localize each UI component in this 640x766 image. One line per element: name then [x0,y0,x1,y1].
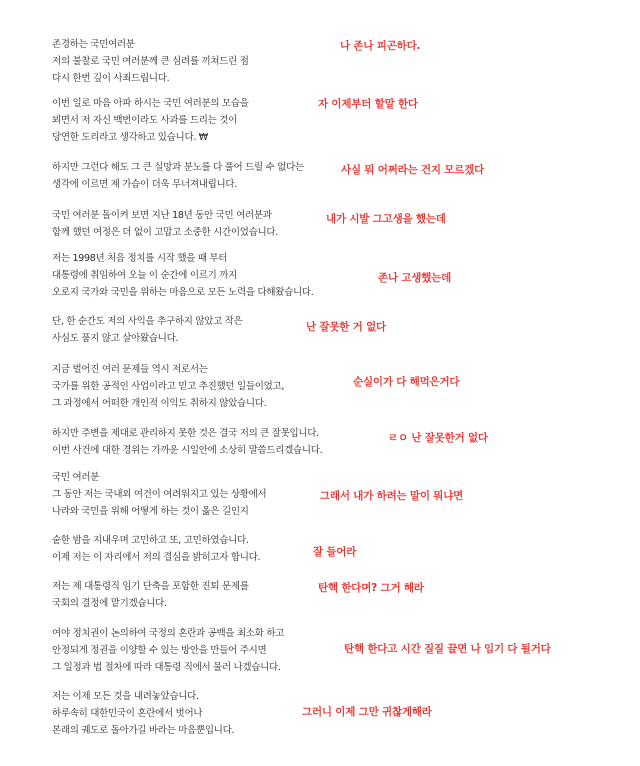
text-line: 국민 여러분 돌이켜 보면 지난 18년 동안 국민 여러분과 [52,210,272,221]
red-annotation: 내가 시발 그고생을 했는데 [326,213,446,225]
red-annotation: 탄핵 한다며? 그거 해라 [318,582,424,594]
text-line: 저는 1998년 처음 정치를 시작 했을 때 부터 [52,253,228,264]
text-line: 단, 한 순간도 저의 사익을 추구하지 않았고 작은 [52,316,243,327]
text-line: 사심도 품지 않고 살아왔습니다. [52,333,179,344]
red-annotation: 사실 뭐 어쩌라는 건지 모르겠다 [341,164,485,176]
text-line: 뵈면서 저 자신 백번이라도 사과를 드리는 것이 [52,115,237,126]
text-line: 하루속히 대한민국이 혼란에서 벗어나 [52,708,203,719]
paragraph [52,425,352,459]
paragraph [52,578,352,612]
text-line: 나라와 국민을 위해 어떻게 하는 것이 옳은 길인지 [52,506,249,517]
text-line: 안정되게 정권을 이양할 수 있는 방안을 만들어 주시면 [52,645,267,656]
paragraph [52,625,352,676]
paragraph [52,361,352,412]
text-line: 본래의 궤도로 돌아가길 바라는 마음뿐입니다. [52,725,235,736]
text-line: 이제 저는 이 자리에서 저의 결심을 밝히고자 합니다. [52,552,261,563]
text-line: 저는 제 대통령직 임기 단축을 포함한 진퇴 문제를 [52,581,249,592]
text-line: 국가를 위한 공적인 사업이라고 믿고 추진했던 일들이었고, [52,381,285,392]
red-annotation: 그래서 내가 하려는 말이 뭐냐면 [320,490,464,502]
text-line: 대통령에 취임하여 오늘 이 순간에 이르기 까지 [52,270,237,281]
paragraph [52,250,352,301]
text-line: 당연한 도리라고 생각하고 있습니다. ₩ [52,132,208,143]
paragraph [52,95,352,146]
text-line: 존경하는 국민여러분 [52,39,135,50]
red-annotation: ㄹㅇ 난 잘못한거 없다 [388,432,488,444]
text-line: 숱한 밤을 지내우며 고민하고 또, 고민하였습니다. [52,535,249,546]
red-annotation: 그러니 이제 그만 귀찮게해라 [302,706,432,718]
text-line: 오로지 국가와 국민을 위하는 마음으로 모든 노력을 다해왔습니다. [52,287,314,298]
paragraph [52,207,352,241]
text-line: 함께 했던 여정은 더 없이 고맙고 소중한 시간이었습니다. [52,227,278,238]
text-line: 하지만 그런다 해도 그 큰 실망과 분노를 다 풀어 드릴 수 없다는 [52,162,304,173]
paragraph [52,159,352,193]
paragraph [52,469,352,520]
text-line: 그 일정과 법 절차에 따라 대통령 직에서 물러 나겠습니다. [52,662,281,673]
red-annotation: 존나 고생했는데 [378,272,452,284]
paragraph [52,36,352,87]
text-line: 그 과정에서 어떠한 개인적 이익도 취하지 않았습니다. [52,398,267,409]
text-line: 이번 사건에 대한 경위는 가까운 시일안에 소상히 말씀드리겠습니다. [52,445,323,456]
red-annotation: 잘 들어라 [313,546,357,558]
text-line: 국회의 결정에 맡기겠습니다. [52,598,167,609]
text-line: 생각에 이르면 제 가슴이 더욱 무너져내립니다. [52,179,237,190]
text-line: 그 동안 저는 국내외 여건이 여려워지고 있는 상황에서 [52,489,267,500]
text-line: 국민 여러분 [52,472,100,483]
text-line: 저는 이제 모든 것을 내려놓았습니다. [52,691,199,702]
red-annotation: 난 잘못한 거 없다 [306,321,386,333]
text-line: 지금 벌어진 여러 문제들 역시 저로서는 [52,364,208,375]
paragraph [52,532,352,566]
red-annotation: 자 이제부터 할말 한다 [318,98,418,110]
text-line: 저의 불찰로 국민 여러분께 큰 심려를 끼쳐드린 점 [52,56,249,67]
red-annotation: 나 존나 피곤하다. [340,40,421,52]
text-line: 이번 일로 마음 아파 하시는 국민 여러분의 모습을 [52,98,249,109]
text-line: 다시 한번 깊이 사죄드립니다. [52,73,170,84]
text-line: 여야 정치권이 논의하여 국정의 혼란과 공백을 최소화 하고 [52,628,285,639]
red-annotation: 순실이가 다 해먹은거다 [353,376,460,388]
red-annotation: 탄핵 한다고 시간 질질 끌면 나 임기 다 될거다 [344,643,551,655]
text-line: 하지만 주변을 제대로 관리하지 못한 것은 결국 저의 큰 잘못입니다. [52,428,319,439]
